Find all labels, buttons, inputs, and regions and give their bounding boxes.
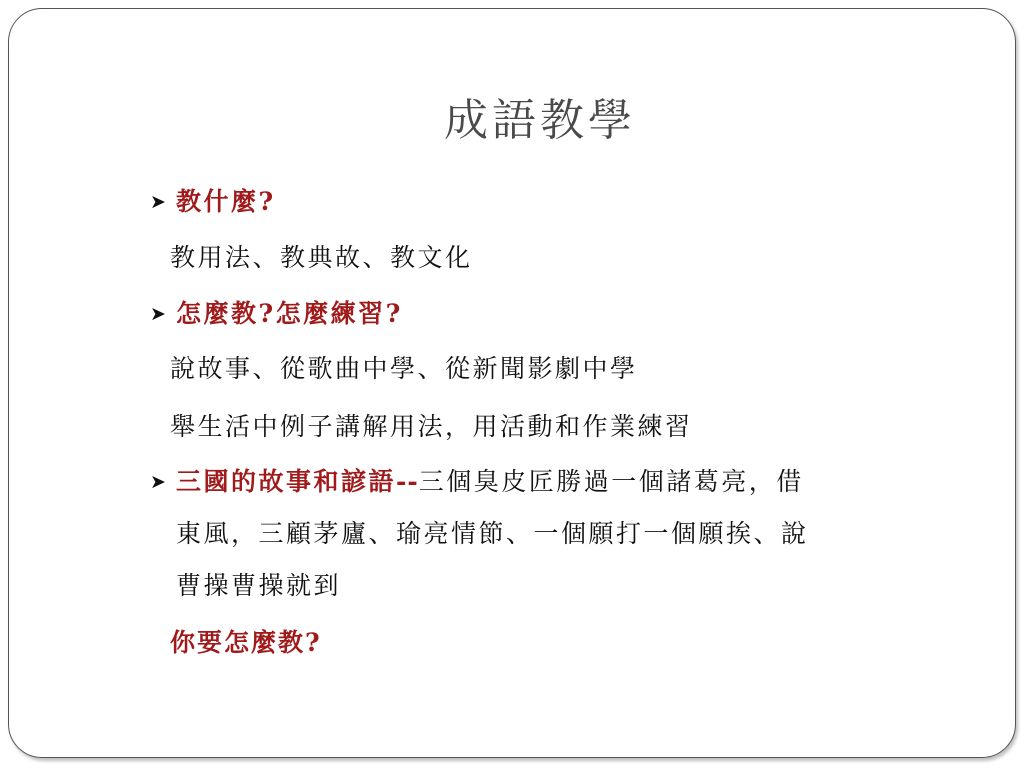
bullet-item-what-to-teach (148, 176, 968, 228)
sub-item-storytelling: 說故事、從歌曲中學、從新聞影劇中學 (170, 354, 638, 383)
arrowhead-bullet-icon: ➤ (150, 303, 166, 325)
arrowhead-bullet-icon: ➤ (150, 471, 166, 493)
slide-content (148, 176, 968, 674)
heading-dash: -- (396, 467, 419, 496)
idiom-list-line-3: 曹操曹操就到 (176, 571, 342, 600)
idiom-list-line-2: 東風，三顧茅廬、瑜亮情節、一個願打一個願挨、說 (176, 519, 809, 548)
three-kingdoms-line-1 (176, 456, 968, 508)
bullet-item-how-to-teach (148, 288, 968, 340)
bullet-item-three-kingdoms (148, 456, 968, 612)
slide-title: 成語教學 (444, 95, 636, 146)
idiom-list-line-1: 三個臭皮匠勝過一個諸葛亮，借 (418, 467, 804, 496)
bullet-heading: 三國的故事和諺語 (176, 467, 397, 496)
sub-item-teach-usage: 教用法、教典故、教文化 (170, 243, 473, 272)
sub-item-daily-examples: 舉生活中例子講解用法，用活動和作業練習 (170, 412, 693, 441)
bullet-heading: 怎麼教?怎麼練習? (176, 299, 403, 328)
closing-question: 你要怎麼教? (170, 628, 322, 657)
arrowhead-bullet-icon: ➤ (150, 191, 166, 213)
bullet-heading: 教什麼? (176, 187, 276, 216)
